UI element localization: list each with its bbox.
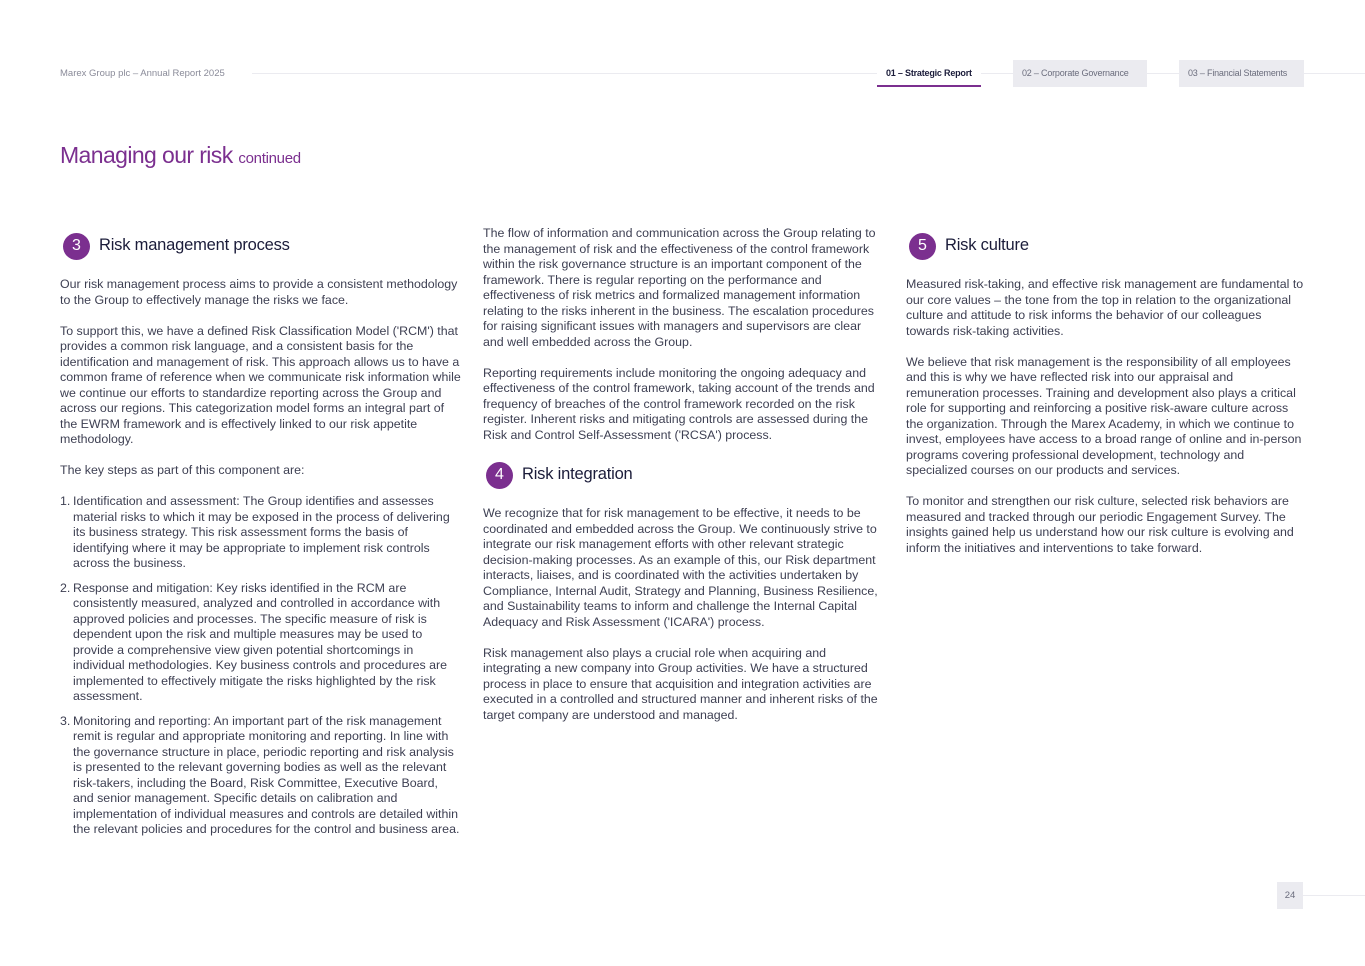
key-steps-list [60, 494, 462, 838]
tab-corporate-governance[interactable]: 02 – Corporate Governance [1013, 60, 1147, 87]
section-3-paragraph: The key steps as part of this component are: [60, 463, 305, 477]
section-5-paragraph: We believe that risk management is the responsibility of all employees and this is why we have reflected risk into our appraisal and remuneration processes. Training and development also plays a critical role for supporting and reinforcing a positive risk-aware culture across the organization. Through the Marex Academy, in which we continue to invest, employees have access to a broad range of online and in-person programs covering professional development, technology and specialized courses on our products and services. [906, 354, 1302, 477]
column-right [906, 232, 1308, 572]
list-item [60, 581, 462, 705]
tab-strategic-report[interactable]: 01 – Strategic Report [877, 60, 981, 87]
section-3-heading [60, 232, 462, 260]
section-3-paragraph: Our risk management process aims to provide a consistent methodology to the Group to effectively manage the risks we face. [60, 277, 458, 307]
tab-financial-statements[interactable]: 03 – Financial Statements [1179, 60, 1304, 87]
section-4-title: Risk integration [522, 465, 633, 484]
footer-rule [1300, 895, 1365, 896]
section-3-paragraph: To support this, we have a defined Risk Classification Model ('RCM') that provides a common risk language, and a consistent basis for the identification and management of risk. This approach allows us to have a common frame of reference when we communicate risk information while we continue our efforts to standardize reporting across the Group and across our regions. This categorization model forms an integral part of the EWRM framework and is effectively linked to our risk appetite methodology. [60, 323, 461, 446]
list-item-number: 2. [60, 580, 71, 595]
section-5-paragraph: To monitor and strengthen our risk culture, selected risk behaviors are measured and tracked through our periodic Engagement Survey. The insights gained help us understand how our risk culture is evolving and inform the initiatives and interventions to take forward. [906, 494, 1294, 555]
list-item-text: Monitoring and reporting: An important part of the risk management remit is regular and appropriate monitoring and reporting. In line with the governance structure in place, periodic reporting and risk analysis is presented to the relevant governing bodies as well as the relevant risk-takers, including the Board, Risk Committee, Executive Board, and senior management. Specific details on calibration and implementation of individual measures and controls are detailed within the relevant policies and procedures for the control and business area. [73, 713, 460, 836]
section-5-heading [906, 232, 1308, 260]
list-item-text: Identification and assessment: The Group identifies and assesses material risks to which it may be exposed in the process of delivering its business strategy. This risk assessment forms the basis of identifying where it may be appropriate to implement risk controls across the business. [73, 494, 450, 570]
section-4-paragraph: Risk management also plays a crucial role when acquiring and integrating a new company into Group activities. We have a structured process in place to ensure that acquisition and integration activities are executed in a controlled and structured manner and inherent risks of the target company are understood and managed. [483, 645, 878, 722]
section-4-number-badge: 4 [486, 462, 513, 489]
section-5-number-badge: 5 [909, 233, 936, 260]
section-4-heading [483, 461, 885, 489]
section-3-title: Risk management process [99, 236, 290, 255]
page-title [60, 142, 301, 169]
list-item [60, 714, 462, 838]
section-3-number-badge: 3 [63, 233, 90, 260]
section-5-paragraph: Measured risk-taking, and effective risk management are fundamental to our core values – the tone from the top in relation to the organizational culture and attitude to risk informs the behavior of our colleagues towards risk-taking activities. [906, 277, 1304, 338]
list-item-text: Response and mitigation: Key risks identified in the RCM are consistently measured, analyzed and controlled in accordance with approved policies and processes. The specific measure of risk is dependent upon the risk and multiple measures may be used to provide a comprehensive view given potential shortcomings in individual methodologies. Key business controls and procedures are implemented to effectively mitigate the risks highlighted by the risk assessment. [73, 580, 448, 703]
list-item-number: 3. [60, 713, 71, 728]
middle-paragraph: Reporting requirements include monitoring the ongoing adequacy and effectiveness of the control framework, taking account of the trends and frequency of breaches of the control framework recorded on the risk register. Inherent risks and mitigating controls are assessed during the Risk and Control Self-Assessment ('RCSA') process. [483, 365, 875, 442]
column-middle [483, 226, 885, 739]
page-number: 24 [1277, 882, 1303, 909]
list-item [60, 494, 462, 572]
list-item-number: 1. [60, 494, 71, 508]
middle-paragraph: The flow of information and communication across the Group relating to the management of risk and the effectiveness of the control framework within the risk governance structure is an important component of the framework. There is regular reporting on the performance and effectiveness of risk metrics and formalized management information relating to the risks inherent in the business. The escalation procedures for raising significant issues with managers and supervisors are clear and well embedded across the Group. [483, 226, 876, 349]
column-left [60, 232, 462, 847]
page-title-main: Managing our risk [60, 142, 233, 168]
page-title-suffix: continued [238, 150, 301, 167]
section-4-paragraph: We recognize that for risk management to be effective, it needs to be coordinated and embedded across the Group. We continuously strive to integrate our risk management efforts with other relevant strategic decision-making processes. As an example of this, our Risk department interacts, liaises, and is coordinated with the activities undertaken by Compliance, Internal Audit, Strategy and Planning, Business Resilience, and Sustainability teams to inform and challenge the Internal Capital Adequacy and Risk Assessment ('ICARA') process. [483, 506, 878, 629]
report-name: Marex Group plc – Annual Report 2025 [60, 68, 231, 79]
section-5-title: Risk culture [945, 236, 1029, 255]
